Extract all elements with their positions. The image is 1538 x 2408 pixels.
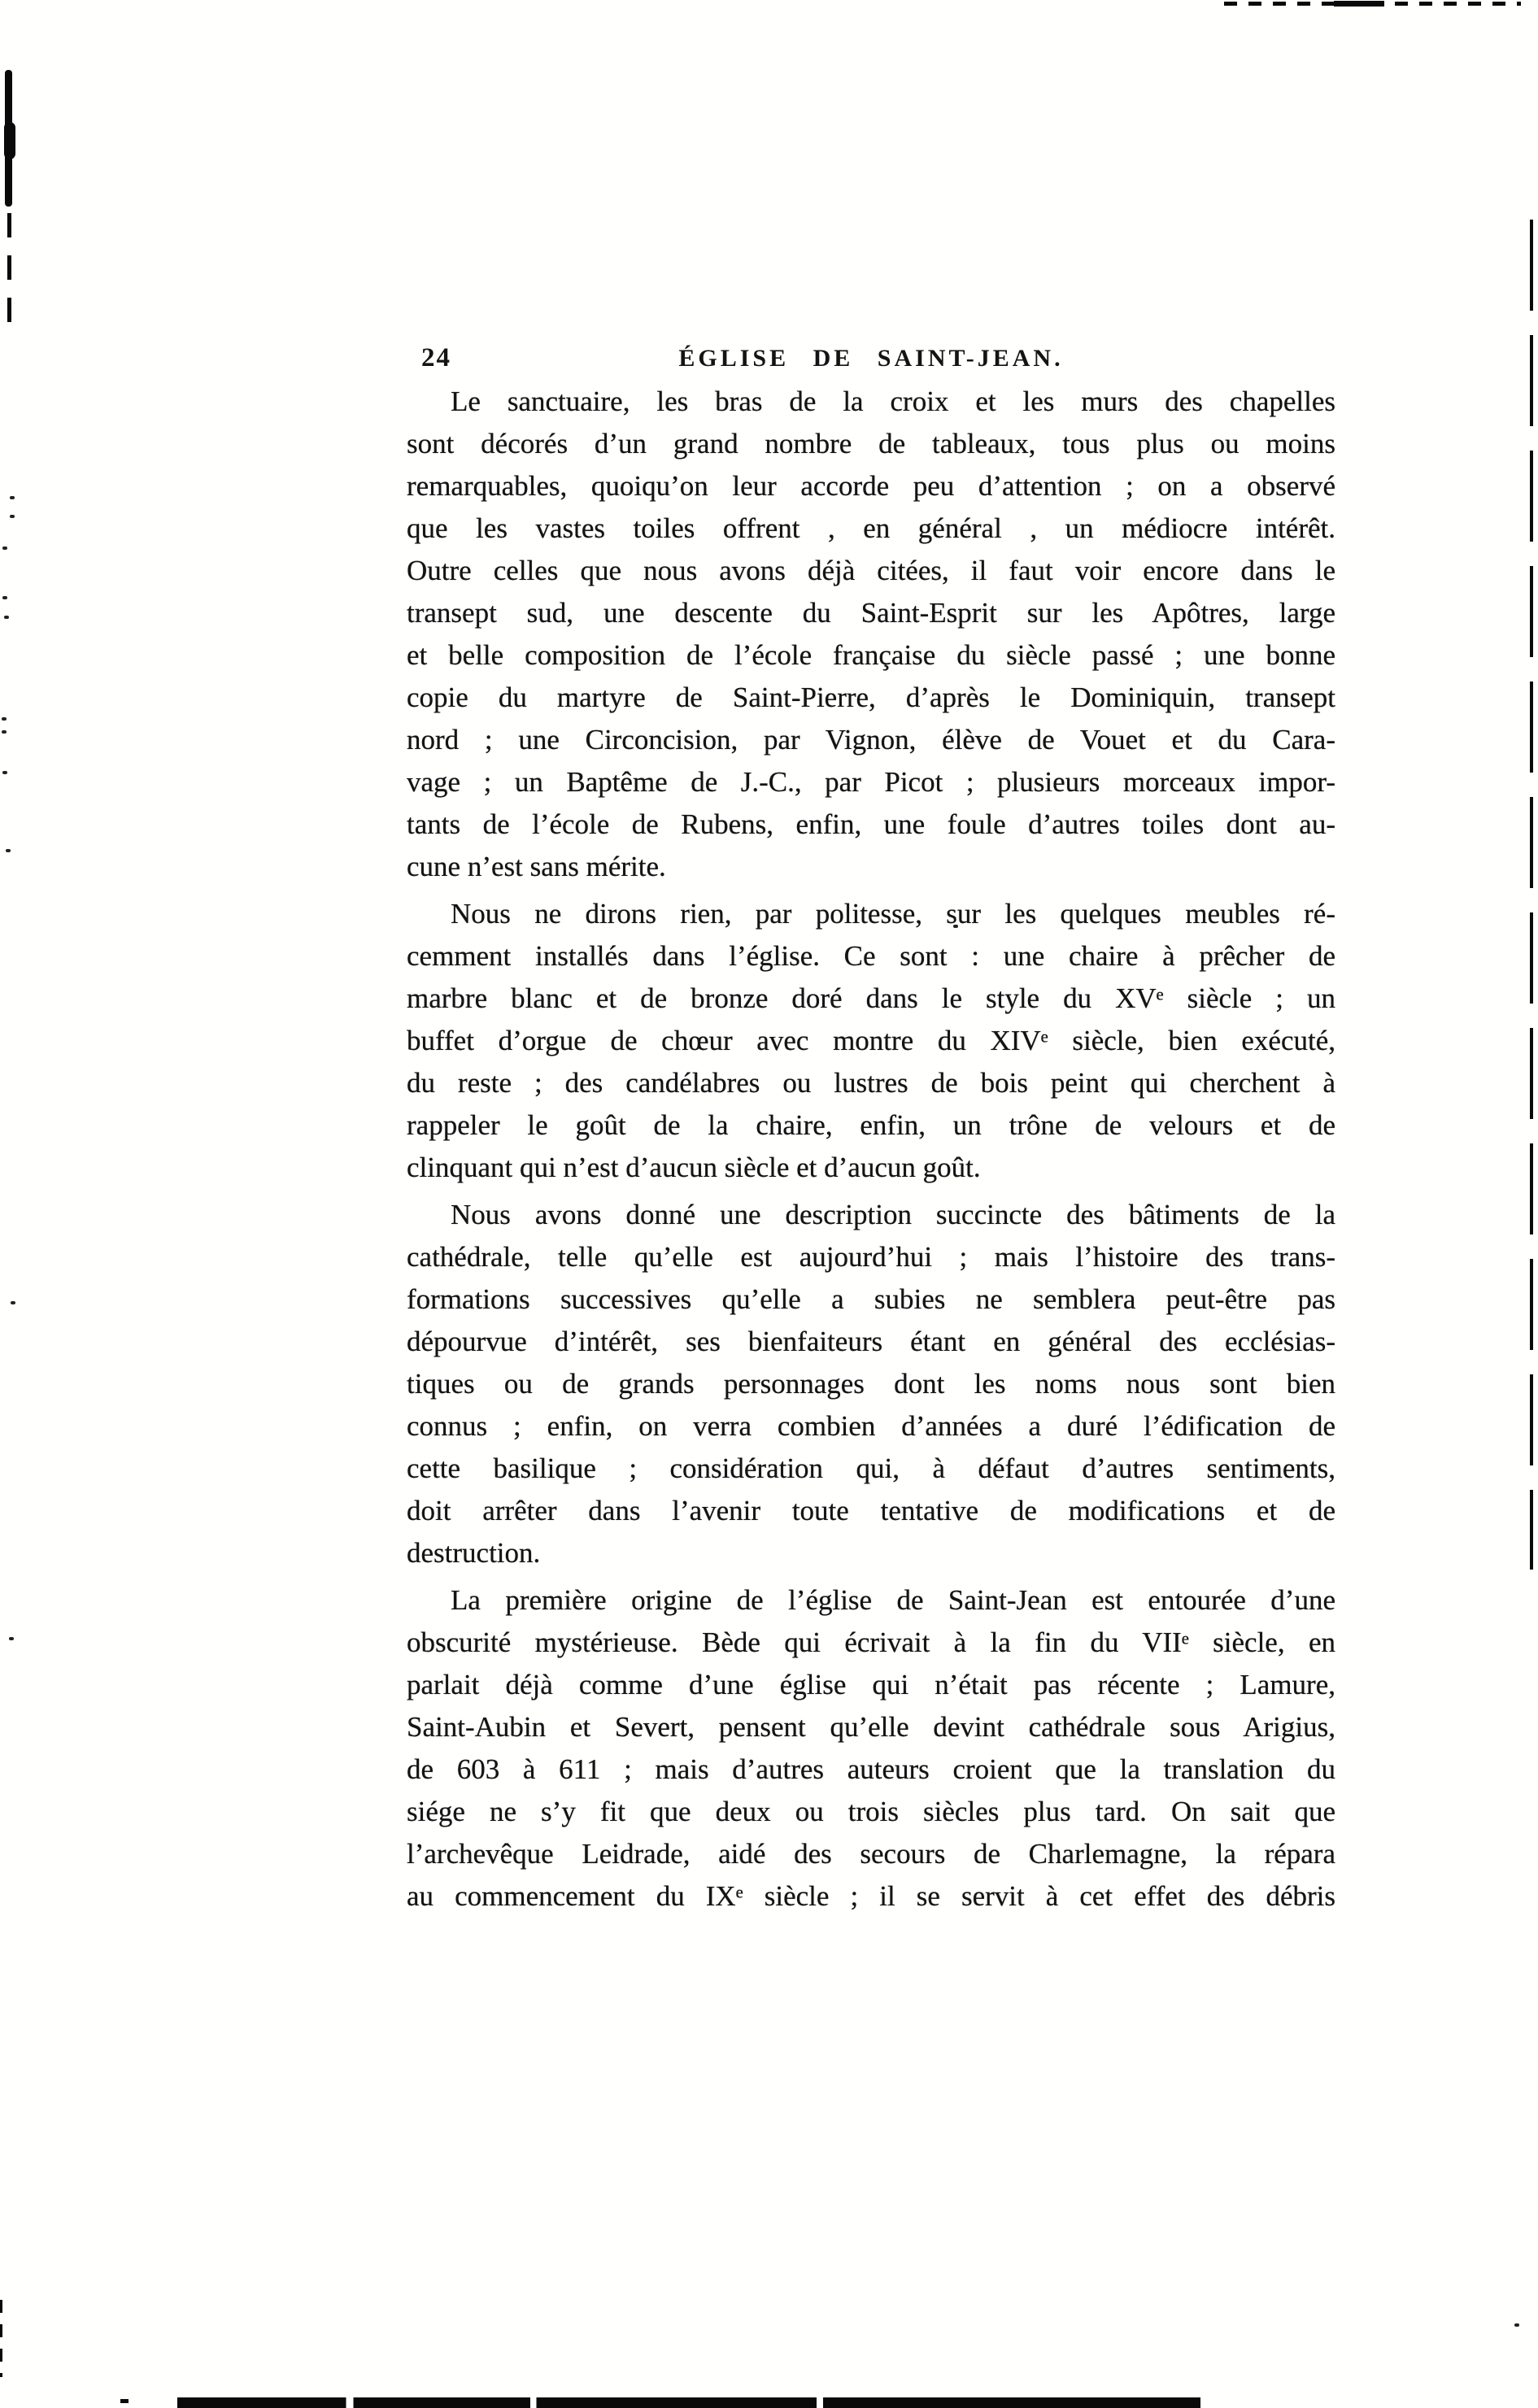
text-line: formations successives qu’elle a subies ne semblera peut-être pas	[407, 1283, 1335, 1315]
scan-artifact-bottom-tick	[120, 2399, 129, 2403]
text-line: cune n’est sans mérite.	[407, 851, 666, 882]
text-line: connus ; enfin, on verra combien d’années a duré l’édification de	[407, 1410, 1335, 1442]
scan-speck	[6, 849, 11, 852]
text-line: cemment installés dans l’église. Ce sont : une chaire à prêcher de	[407, 940, 1335, 972]
scan-speck	[2, 771, 7, 774]
scan-artifact-bottom-left-dashes	[0, 2300, 2, 2377]
running-title: ÉGLISE DE SAINT-JEAN.	[678, 345, 1064, 372]
text-line: destruction.	[407, 1537, 541, 1569]
text-line: cette basilique ; considération qui, à défaut d’autres sentiments,	[407, 1452, 1335, 1484]
scan-speck	[2, 730, 7, 734]
text-line: transept sud, une descente du Saint-Esprit sur les Apôtres, large	[407, 597, 1335, 629]
text-line: Nous avons donné une description succincte des bâtiments de la	[451, 1199, 1335, 1230]
text-line: dépourvue d’intérêt, ses bienfaiteurs étant en général des ecclésias-	[407, 1326, 1335, 1357]
paragraph	[407, 1194, 1335, 1574]
scan-artifact-left-edge-dashes	[7, 213, 11, 335]
scan-speck	[2, 717, 7, 721]
text-line: Outre celles que nous avons déjà citées, il faut voir encore dans le	[407, 555, 1335, 586]
text-line: parlait déjà comme d’une église qui n’était pas récente ; Lamure,	[407, 1669, 1335, 1700]
text-line: rappeler le goût de la chaire, enfin, un trône de velours et de	[407, 1109, 1335, 1141]
text-line: au commencement du IXᵉ siècle ; il se servit à cet effet des débris	[407, 1880, 1335, 1912]
text-line: Nous ne dirons rien, par politesse, sur les quelques meubles ré-	[451, 898, 1335, 930]
text-line: Le sanctuaire, les bras de la croix et les murs des chapelles	[451, 385, 1335, 417]
scan-artifact-top-dash-solid	[1334, 1, 1384, 7]
scan-artifact-bottom-band	[177, 2397, 1200, 2408]
text-line: que les vastes toiles offrent , en général , un médiocre intérêt.	[407, 512, 1335, 544]
text-line: buffet d’orgue de chœur avec montre du XIVᵉ siècle, bien exécuté,	[407, 1025, 1335, 1056]
text-line: remarquables, quoiqu’on leur accorde peu d’attention ; on a observé	[407, 470, 1335, 502]
text-line: La première origine de l’église de Saint-Jean est entourée d’une	[451, 1584, 1335, 1616]
text-line: l’archevêque Leidrade, aidé des secours de Charlemagne, la répara	[407, 1838, 1335, 1870]
paragraph	[407, 381, 1335, 888]
text-line: marbre blanc et de bronze doré dans le style du XVᵉ siècle ; un	[407, 982, 1335, 1014]
scan-speck	[1514, 2323, 1519, 2327]
text-line: Saint-Aubin et Severt, pensent qu’elle devint cathédrale sous Arigius,	[407, 1711, 1335, 1743]
page-number: 24	[421, 343, 451, 372]
scan-speck	[4, 616, 9, 619]
text-line: de 603 à 611 ; mais d’autres auteurs croient que la translation du	[407, 1753, 1335, 1785]
scan-speck	[2, 596, 7, 599]
text-line: clinquant qui n’est d’aucun siècle et d’aucun goût.	[407, 1152, 981, 1183]
text-line: obscurité mystérieuse. Bède qui écrivait à la fin du VIIᵉ siècle, en	[407, 1626, 1335, 1658]
text-line: vage ; un Baptême de J.-C., par Picot ; plusieurs morceaux impor-	[407, 766, 1335, 798]
text-line: doit arrêter dans l’avenir toute tentative de modifications et de	[407, 1495, 1335, 1526]
page-text	[407, 381, 1335, 1918]
text-line: et belle composition de l’école française du siècle passé ; une bonne	[407, 639, 1335, 671]
paragraph	[407, 893, 1335, 1189]
text-line: sont décorés d’un grand nombre de tableaux, tous plus ou moins	[407, 428, 1335, 459]
scan-speck	[9, 1637, 14, 1640]
scan-speck	[2, 546, 7, 550]
text-line: du reste ; des candélabres ou lustres de bois peint qui cherchent à	[407, 1067, 1335, 1099]
scan-speck	[10, 496, 15, 499]
running-head	[407, 342, 1335, 384]
text-line: siége ne s’y fit que deux ou trois siècles plus tard. On sait que	[407, 1796, 1335, 1827]
text-line: nord ; une Circoncision, par Vignon, élève de Vouet et du Cara-	[407, 724, 1335, 755]
text-line: tiques ou de grands personnages dont les noms nous sont bien	[407, 1368, 1335, 1400]
text-line: copie du martyre de Saint-Pierre, d’après le Dominiquin, transept	[407, 681, 1335, 713]
text-line: cathédrale, telle qu’elle est aujourd’hui ; mais l’histoire des trans-	[407, 1241, 1335, 1273]
text-line: tants de l’école de Rubens, enfin, une foule d’autres toiles dont au-	[407, 808, 1335, 840]
paragraph	[407, 1579, 1335, 1918]
scan-artifact-left-edge-blob	[4, 122, 15, 159]
scan-artifact-right-edge-line	[1530, 220, 1533, 1570]
scan-speck	[11, 1301, 15, 1304]
scan-speck	[10, 515, 15, 518]
